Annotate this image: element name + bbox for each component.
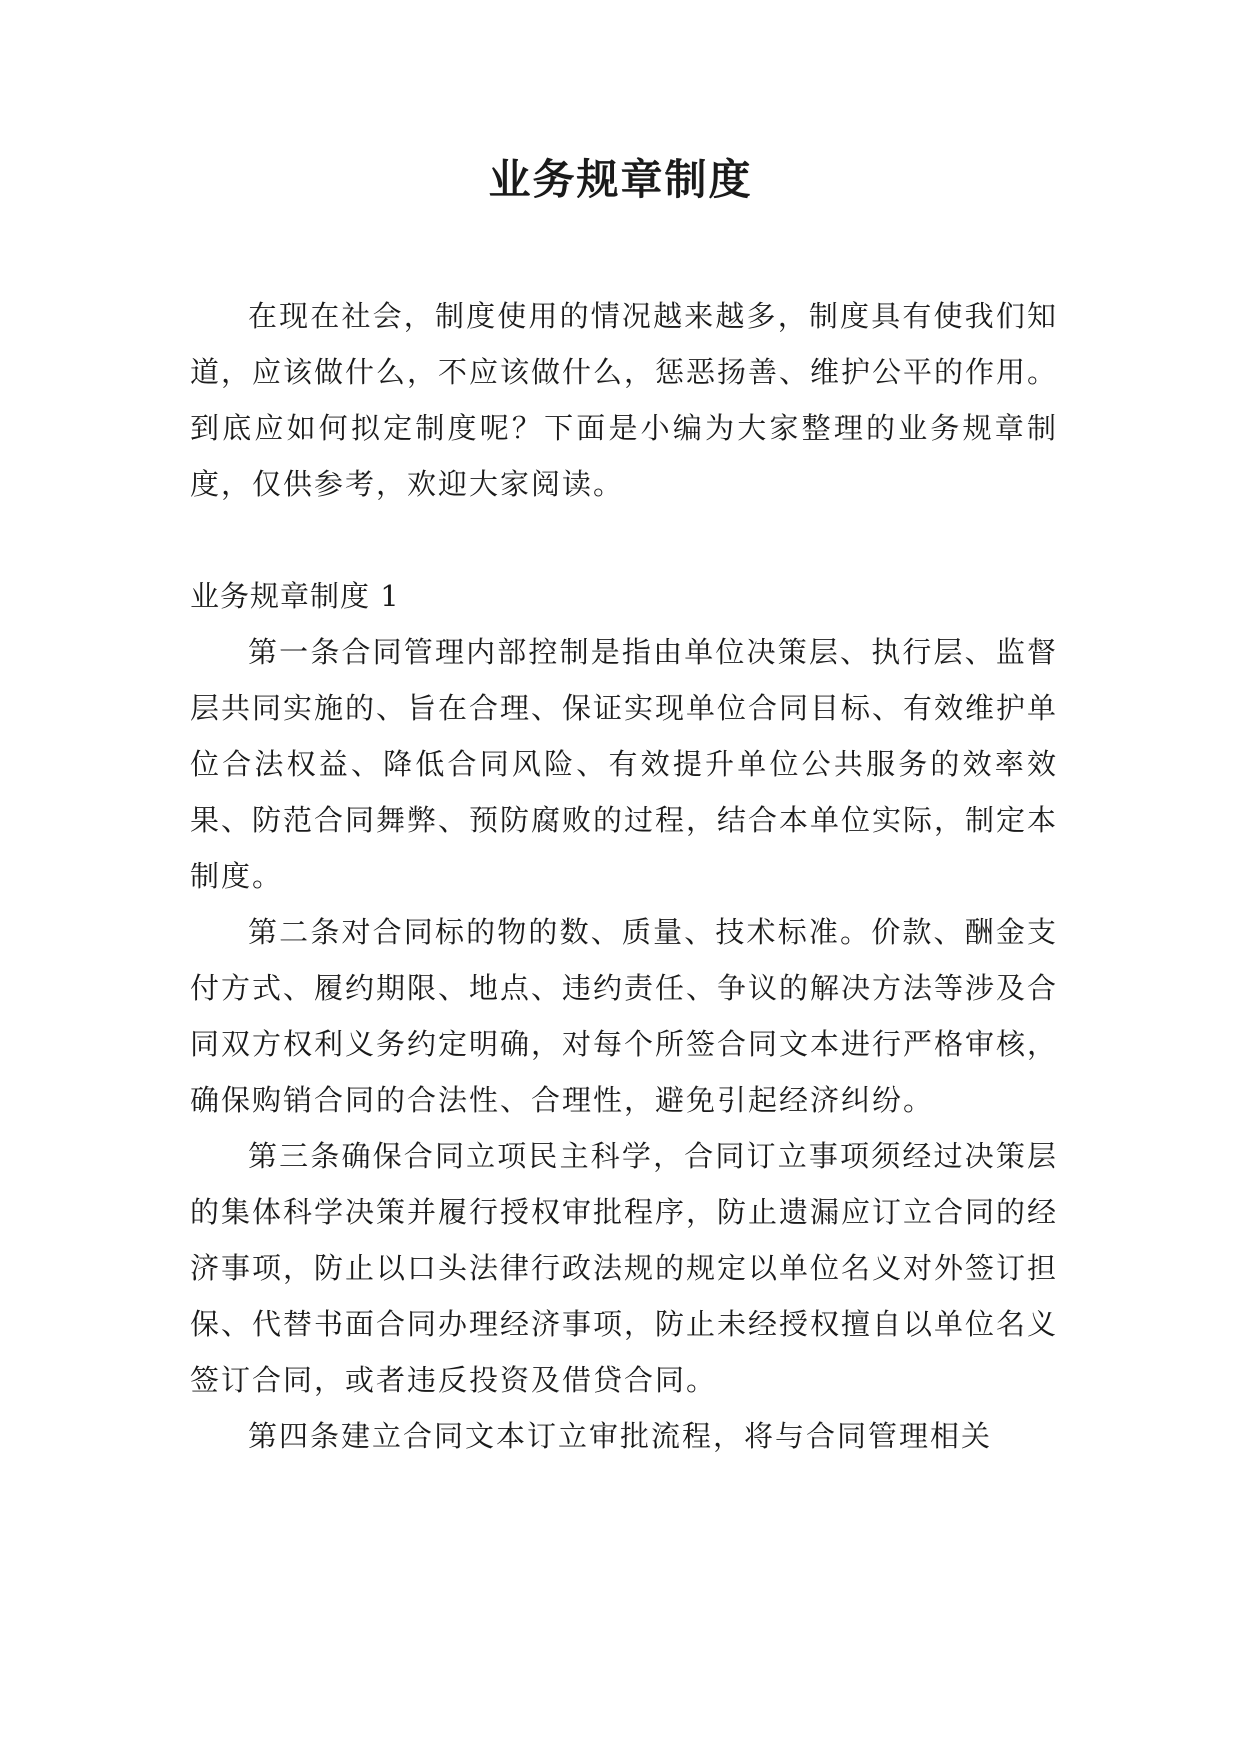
document-title: 业务规章制度 — [488, 155, 753, 204]
article-4-paragraph: 第四条建立合同文本订立审批流程，将与合同管理相关 — [248, 1419, 993, 1453]
intro-paragraph: 在现在社会，制度使用的情况越来越多，制度具有使我们知道，应该做什么，不应该做什么，惩恶扬善、维护公平的作用。到底应如何拟定制度呢？下面是小编为大家整理的业务规章制度，仅供参考，欢迎大家阅读。 — [190, 299, 1059, 501]
article-2-paragraph: 第二条对合同标的物的数、质量、技术标准。价款、酬金支付方式、履约期限、地点、违约责任、争议的解决方法等涉及合同双方权利义务约定明确，对每个所签合同文本进行严格审核，确保购销合同的合法性、合理性，避免引起经济纠纷。 — [190, 915, 1059, 1117]
article-1-paragraph: 第一条合同管理内部控制是指由单位决策层、执行层、监督层共同实施的、旨在合理、保证实现单位合同目标、有效维护单位合法权益、降低合同风险、有效提升单位公共服务的效率效果、防范合同舞弊、预防腐败的过程，结合本单位实际，制定本制度。 — [190, 635, 1059, 893]
document-body — [190, 288, 1058, 1464]
section-heading: 业务规章制度 1 — [190, 579, 400, 613]
article-3-paragraph: 第三条确保合同立项民主科学，合同订立事项须经过决策层的集体科学决策并履行授权审批程序，防止遗漏应订立合同的经济事项，防止以口头法律行政法规的规定以单位名义对外签订担保、代替书面合同办理经济事项，防止未经授权擅自以单位名义签订合同，或者违反投资及借贷合同。 — [190, 1139, 1059, 1397]
